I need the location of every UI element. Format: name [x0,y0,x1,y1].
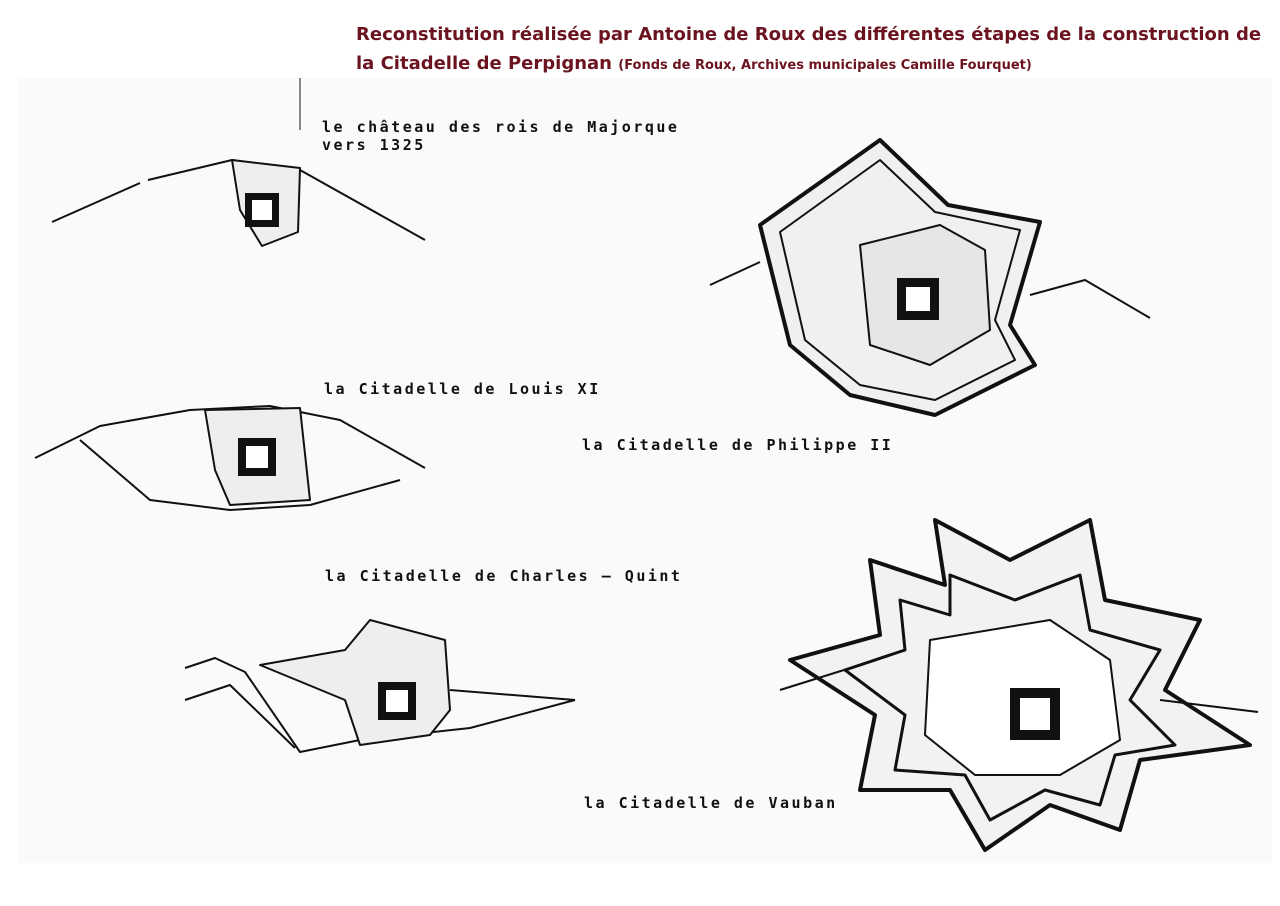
plan-majorque [52,78,425,246]
label-majorque-line2: vers 1325 [322,136,426,154]
plan-louis-xi [35,406,425,510]
label-majorque-line1: le château des rois de Majorque [322,118,680,136]
label-vauban: la Citadelle de Vauban [584,794,838,812]
plan-charles-quint [185,620,575,752]
label-philippe-ii: la Citadelle de Philippe II [582,436,894,454]
plan-vauban [780,520,1258,850]
label-majorque [322,118,679,154]
label-louis-xi: la Citadelle de Louis XI [324,380,601,398]
label-charles-quint: la Citadelle de Charles – Quint [325,567,683,585]
source-credit: (Fonds de Roux, Archives municipales Camille Fourquet) [618,58,1032,73]
plan-philippe-ii [710,140,1150,415]
title-text: Reconstitution réalisée par Antoine de Roux des différentes étapes de la construction de la Citadelle de Perpignan [356,24,1262,74]
